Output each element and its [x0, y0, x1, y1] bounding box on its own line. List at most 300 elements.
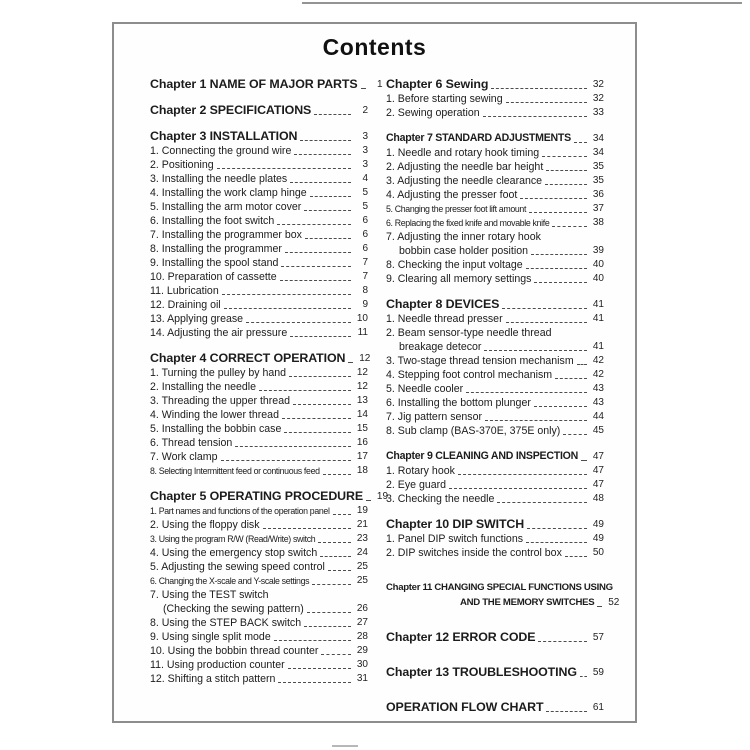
dot-leader [449, 488, 587, 489]
toc-entry-line [386, 546, 604, 560]
dot-leader [305, 238, 351, 239]
dot-leader [304, 626, 351, 627]
toc-entry-label: 9. Using single split mode [150, 631, 271, 643]
toc-entry-label: 7. Jig pattern sensor [386, 411, 482, 423]
toc-section [150, 489, 389, 686]
dot-leader [580, 676, 587, 677]
toc-entry-page: 11 [357, 327, 368, 338]
toc-entry-label: Chapter 11 CHANGING SPECIAL FUNCTIONS USING [386, 582, 613, 593]
toc-entry-page: 40 [592, 273, 604, 284]
toc-item-entry [150, 464, 368, 478]
toc-entry-page: 6 [362, 229, 368, 240]
dot-leader [546, 711, 587, 712]
dot-leader [222, 294, 351, 295]
toc-entry-label: 1. Turning the pulley by hand [150, 367, 287, 379]
toc-entry-label: Chapter 5 OPERATING PROCEDURE [150, 489, 364, 503]
toc-entry-label: Chapter 13 TROUBLESHOOTING [386, 665, 577, 679]
dot-leader [328, 570, 351, 571]
toc-entry-page: 19 [356, 505, 368, 516]
toc-entry-line [386, 595, 620, 610]
toc-entry-page: 6 [362, 243, 368, 254]
toc-column-left [150, 77, 389, 686]
toc-chapter-entry [386, 297, 604, 312]
toc-columns [114, 77, 635, 715]
toc-item-entry [150, 394, 368, 408]
toc-entry-line [386, 424, 604, 438]
dot-leader [555, 378, 587, 379]
toc-section [386, 700, 604, 715]
toc-item-entry [150, 560, 368, 574]
toc-entry-page: 39 [592, 245, 604, 256]
toc-entry-page: 7 [362, 257, 368, 268]
toc-entry-page: 12 [359, 353, 371, 364]
dot-leader [323, 474, 351, 475]
toc-entry-line [150, 422, 368, 436]
toc-item-entry [386, 146, 604, 160]
toc-entry-line [386, 230, 604, 244]
dot-leader [483, 116, 587, 117]
toc-item-entry [386, 368, 604, 382]
dot-leader [581, 460, 587, 461]
toc-item-entry [386, 272, 604, 286]
toc-item-entry [150, 422, 368, 436]
toc-entry-line [150, 270, 368, 284]
toc-entry-page: 44 [592, 411, 604, 422]
toc-entry-line [150, 644, 368, 658]
dot-leader [542, 156, 587, 157]
toc-chapter-entry [150, 489, 389, 504]
toc-entry-line [386, 131, 604, 146]
toc-entry-label: 1. Needle thread presser [386, 313, 503, 325]
toc-entry-label: 2. Eye guard [386, 479, 447, 491]
dot-leader [289, 376, 351, 377]
toc-chapter-entry [386, 131, 604, 146]
dot-leader [294, 154, 351, 155]
dot-leader [348, 362, 353, 363]
toc-entry-label: 3. Using the program R/W (Read/Write) switch [150, 534, 316, 544]
toc-chapter-entry [386, 630, 604, 645]
toc-entry-page: 40 [592, 259, 604, 270]
toc-entry-page: 45 [592, 425, 604, 436]
toc-entry-page: 41 [592, 299, 604, 310]
toc-entry-line [150, 256, 368, 270]
toc-item-entry [150, 532, 368, 546]
toc-entry-page: 43 [592, 397, 604, 408]
toc-entry-page: 25 [356, 575, 368, 586]
toc-entry-label: 6. Changing the X-scale and Y-scale settings [150, 576, 310, 586]
toc-entry-label: Chapter 4 CORRECT OPERATION [150, 351, 346, 365]
toc-section [150, 351, 371, 478]
dot-leader [221, 460, 351, 461]
toc-entry-label: bobbin case holder position [399, 245, 528, 257]
toc-entry-label: 7. Work clamp [150, 451, 218, 463]
toc-entry-line [386, 368, 604, 382]
toc-entry-page: 2 [362, 105, 368, 116]
toc-entry-line [386, 580, 613, 595]
toc-section [386, 580, 620, 610]
toc-entry-page: 36 [592, 189, 604, 200]
dot-leader [529, 212, 587, 213]
dot-leader [491, 88, 587, 89]
toc-item-entry [150, 366, 368, 380]
toc-entry-page: 52 [608, 597, 620, 608]
toc-entry-page: 29 [356, 645, 368, 656]
toc-entry-page: 5 [362, 187, 368, 198]
toc-item-entry [386, 160, 604, 174]
toc-item-entry [150, 672, 368, 686]
toc-entry-page: 15 [356, 423, 368, 434]
dot-leader [280, 280, 351, 281]
toc-entry-page: 34 [592, 133, 604, 144]
dot-leader [534, 406, 587, 407]
toc-entry-line [386, 492, 604, 506]
toc-entry-page: 3 [362, 145, 368, 156]
toc-entry-label: 4. Stepping foot control mechanism [386, 369, 553, 381]
toc-entry-label: 4. Installing the work clamp hinge [150, 187, 307, 199]
toc-item-entry [386, 354, 604, 368]
toc-entry-page: 47 [592, 451, 604, 462]
toc-item-entry [386, 382, 604, 396]
toc-item-entry [150, 436, 368, 450]
toc-item-entry [386, 230, 604, 258]
toc-entry-line [150, 436, 368, 450]
toc-entry-page: 35 [592, 175, 604, 186]
toc-entry-page: 17 [356, 451, 368, 462]
toc-entry-label: Chapter 1 NAME OF MAJOR PARTS [150, 77, 358, 91]
toc-entry-line [150, 518, 368, 532]
toc-entry-line [386, 146, 604, 160]
toc-entry-line [150, 602, 368, 616]
dot-leader [502, 308, 587, 309]
toc-entry-page: 41 [592, 313, 604, 324]
toc-entry-page: 26 [356, 603, 368, 614]
toc-entry-label: AND THE MEMORY SWITCHES [460, 597, 595, 608]
dot-leader [314, 114, 351, 115]
toc-chapter-entry [386, 77, 604, 92]
toc-entry-page: 42 [592, 369, 604, 380]
toc-entry-page: 9 [362, 299, 368, 310]
toc-entry-line [150, 546, 368, 560]
toc-entry-line [150, 672, 368, 686]
toc-entry-line [386, 665, 604, 680]
toc-item-entry [386, 174, 604, 188]
toc-entry-page: 3 [362, 159, 368, 170]
toc-entry-line [150, 351, 371, 366]
toc-entry-label: 2. Adjusting the needle bar height [386, 161, 544, 173]
toc-item-entry [386, 396, 604, 410]
toc-item-entry [386, 106, 604, 120]
toc-section [386, 131, 604, 286]
toc-item-entry [150, 242, 368, 256]
dot-leader [312, 584, 351, 585]
toc-entry-page: 12 [356, 367, 368, 378]
toc-entry-page: 47 [592, 465, 604, 476]
toc-item-entry [386, 92, 604, 106]
toc-entry-label: 14. Adjusting the air pressure [150, 327, 288, 339]
toc-entry-line [386, 410, 604, 424]
toc-entry-page: 35 [592, 161, 604, 172]
dot-leader [281, 266, 351, 267]
toc-entry-page: 5 [362, 201, 368, 212]
toc-entry-page: 25 [356, 561, 368, 572]
dot-leader [545, 184, 587, 185]
toc-section [150, 103, 368, 118]
dot-leader [318, 542, 351, 543]
toc-item-entry [150, 450, 368, 464]
dot-leader [485, 420, 587, 421]
adjacent-page-edge-bottom [332, 745, 358, 747]
toc-item-entry [150, 158, 368, 172]
dot-leader [466, 392, 587, 393]
toc-entry-page: 19 [376, 491, 389, 502]
toc-entry-line [386, 188, 604, 202]
toc-entry-label: 7. Adjusting the inner rotary hook [386, 231, 541, 243]
toc-item-entry [386, 478, 604, 492]
toc-entry-label: 7. Using the TEST switch [150, 589, 269, 601]
toc-entry-line [150, 214, 368, 228]
toc-entry-label: 5. Changing the presser foot lift amount [386, 204, 527, 214]
toc-entry-line [150, 630, 368, 644]
toc-item-entry [150, 518, 368, 532]
toc-entry-page: 8 [362, 285, 368, 296]
toc-entry-line [386, 354, 604, 368]
toc-entry-label: 8. Checking the input voltage [386, 259, 523, 271]
toc-entry-line [150, 658, 368, 672]
toc-entry-label: Chapter 10 DIP SWITCH [386, 517, 525, 531]
toc-item-entry [150, 588, 368, 616]
toc-entry-label: 10. Using the bobbin thread counter [150, 645, 319, 657]
dot-leader [263, 528, 351, 529]
toc-item-entry [386, 464, 604, 478]
toc-entry-line [386, 77, 604, 92]
toc-entry-label: 3. Adjusting the needle clearance [386, 175, 543, 187]
dot-leader [304, 210, 351, 211]
toc-entry-label: 10. Preparation of cassette [150, 271, 277, 283]
toc-item-entry [150, 380, 368, 394]
toc-entry-line [150, 380, 368, 394]
toc-entry-label: Chapter 6 Sewing [386, 77, 489, 91]
toc-entry-label: breakage detecor [399, 341, 482, 353]
dot-leader [484, 350, 587, 351]
toc-entry-line [386, 258, 604, 272]
toc-entry-line [386, 244, 604, 258]
toc-item-entry [386, 188, 604, 202]
toc-page [112, 22, 637, 723]
dot-leader [321, 654, 351, 655]
toc-entry-page: 27 [356, 617, 368, 628]
toc-entry-label: Chapter 7 STANDARD ADJUSTMENTS [386, 132, 571, 144]
toc-entry-line [150, 450, 368, 464]
toc-section [386, 77, 604, 120]
toc-entry-line [150, 489, 389, 504]
toc-entry-page: 61 [592, 702, 604, 713]
toc-section [150, 77, 383, 92]
toc-item-entry [150, 546, 368, 560]
dot-leader [290, 182, 351, 183]
toc-entry-label: 2. Using the floppy disk [150, 519, 260, 531]
toc-entry-page: 10 [356, 313, 368, 324]
toc-entry-label: 1. Rotary hook [386, 465, 455, 477]
dot-leader [284, 432, 351, 433]
toc-chapter-entry [150, 351, 371, 366]
toc-entry-line [386, 92, 604, 106]
toc-entry-page: 24 [356, 547, 368, 558]
toc-entry-page: 12 [356, 381, 368, 392]
toc-entry-page: 28 [356, 631, 368, 642]
toc-entry-label: 6. Installing the bottom plunger [386, 397, 531, 409]
toc-item-entry [386, 546, 604, 560]
toc-item-entry [150, 298, 368, 312]
toc-entry-line [386, 174, 604, 188]
toc-entry-line [150, 186, 368, 200]
toc-entry-label: 12. Shifting a stitch pattern [150, 673, 276, 685]
toc-entry-label: OPERATION FLOW CHART [386, 700, 544, 714]
toc-item-entry [150, 644, 368, 658]
toc-entry-page: 38 [592, 217, 604, 228]
toc-entry-label: 6. Replacing the fixed knife and movable knife [386, 218, 550, 228]
toc-entry-label: Chapter 9 CLEANING AND INSPECTION [386, 450, 579, 462]
toc-entry-page: 4 [362, 173, 368, 184]
adjacent-page-edge-top [302, 2, 742, 4]
toc-item-entry [386, 424, 604, 438]
toc-entry-page: 50 [592, 547, 604, 558]
dot-leader [497, 502, 587, 503]
toc-entry-label: Chapter 8 DEVICES [386, 297, 500, 311]
toc-entry-label: 3. Installing the needle plates [150, 173, 288, 185]
toc-entry-label: 2. Positioning [150, 159, 214, 171]
toc-entry-line [386, 106, 604, 120]
toc-item-entry [386, 312, 604, 326]
toc-chapter-entry [386, 665, 604, 680]
toc-entry-label: 12. Draining oil [150, 299, 221, 311]
toc-entry-line [386, 326, 604, 340]
toc-entry-label: 1. Connecting the ground wire [150, 145, 292, 157]
page-title: Contents [322, 34, 427, 60]
dot-leader [293, 404, 351, 405]
toc-entry-page: 21 [356, 519, 368, 530]
toc-item-entry [386, 492, 604, 506]
toc-chapter-entry [386, 449, 604, 464]
toc-entry-line [150, 158, 368, 172]
toc-entry-line [150, 504, 368, 518]
toc-entry-page: 32 [592, 93, 604, 104]
toc-entry-label: 11. Lubrication [150, 285, 219, 297]
dot-leader [288, 668, 351, 669]
toc-chapter-entry [386, 517, 604, 532]
dot-leader [361, 88, 366, 89]
toc-entry-page: 3 [362, 131, 368, 142]
toc-entry-line [386, 449, 604, 464]
toc-item-entry [150, 574, 368, 588]
toc-entry-label: 5. Installing the bobbin case [150, 423, 282, 435]
toc-entry-label: 4. Adjusting the presser foot [386, 189, 518, 201]
toc-chapter-entry [150, 103, 368, 118]
toc-item-entry [150, 172, 368, 186]
toc-entry-line [150, 394, 368, 408]
toc-entry-line [386, 297, 604, 312]
dot-leader [224, 308, 351, 309]
toc-section [386, 665, 604, 680]
toc-entry-line [386, 464, 604, 478]
dot-leader [274, 640, 351, 641]
toc-entry-label: Chapter 12 ERROR CODE [386, 630, 536, 644]
toc-entry-page: 7 [362, 271, 368, 282]
toc-entry-page: 33 [592, 107, 604, 118]
toc-entry-label: 5. Needle cooler [386, 383, 464, 395]
dot-leader [538, 641, 587, 642]
toc-entry-label: 9. Installing the spool stand [150, 257, 279, 269]
toc-entry-page: 42 [592, 355, 604, 366]
dot-leader [597, 606, 602, 607]
toc-entry-label: 8. Selecting Intermittent feed or continuous feed [150, 466, 320, 476]
dot-leader [534, 282, 587, 283]
toc-entry-label: 8. Installing the programmer [150, 243, 282, 255]
dot-leader [259, 390, 351, 391]
toc-item-entry [386, 202, 604, 216]
toc-entry-page: 23 [356, 533, 368, 544]
toc-section [386, 630, 604, 645]
toc-entry-label: 3. Checking the needle [386, 493, 495, 505]
dot-leader [366, 500, 371, 501]
toc-entry-line [150, 129, 368, 144]
toc-entry-label: Chapter 3 INSTALLATION [150, 129, 298, 143]
toc-item-entry [150, 326, 368, 340]
dot-leader [520, 198, 587, 199]
dot-leader [526, 268, 587, 269]
toc-entry-line [150, 574, 368, 588]
toc-entry-label: 1. Before starting sewing [386, 93, 503, 105]
dot-leader [235, 446, 351, 447]
toc-entry-line [386, 630, 604, 645]
dot-leader [546, 170, 587, 171]
toc-chapter-entry [150, 129, 368, 144]
toc-entry-label: Chapter 2 SPECIFICATIONS [150, 103, 312, 117]
dot-leader [300, 140, 351, 141]
toc-item-entry [386, 216, 604, 230]
toc-entry-line [386, 312, 604, 326]
toc-entry-line [386, 532, 604, 546]
toc-entry-page: 41 [592, 341, 604, 352]
toc-entry-line [150, 312, 368, 326]
toc-entry-line [150, 200, 368, 214]
toc-entry-page: 13 [356, 395, 368, 406]
dot-leader [282, 418, 351, 419]
toc-entry-label: 3. Two-stage thread tension mechanism [386, 355, 574, 367]
dot-leader [217, 168, 351, 169]
toc-item-entry [150, 214, 368, 228]
toc-entry-line [150, 298, 368, 312]
toc-item-entry [150, 658, 368, 672]
toc-entry-line [150, 103, 368, 118]
toc-entry-label: 3. Threading the upper thread [150, 395, 290, 407]
toc-entry-label: 9. Clearing all memory settings [386, 273, 532, 285]
toc-entry-label: 4. Using the emergency stop switch [150, 547, 318, 559]
toc-entry-label: 5. Installing the arm motor cover [150, 201, 302, 213]
toc-entry-page: 43 [592, 383, 604, 394]
toc-entry-page: 1 [376, 79, 383, 90]
toc-entry-label: 2. DIP switches inside the control box [386, 547, 562, 559]
dot-leader [565, 556, 587, 557]
toc-entry-label: 8. Sub clamp (BAS-370E, 375E only) [386, 425, 561, 437]
dot-leader [320, 556, 351, 557]
toc-entry-page: 57 [592, 632, 604, 643]
toc-entry-line [150, 408, 368, 422]
toc-entry-line [386, 160, 604, 174]
dot-leader [458, 474, 587, 475]
toc-item-entry [150, 284, 368, 298]
toc-entry-label: 1. Panel DIP switch functions [386, 533, 524, 545]
toc-entry-page: 31 [356, 673, 368, 684]
